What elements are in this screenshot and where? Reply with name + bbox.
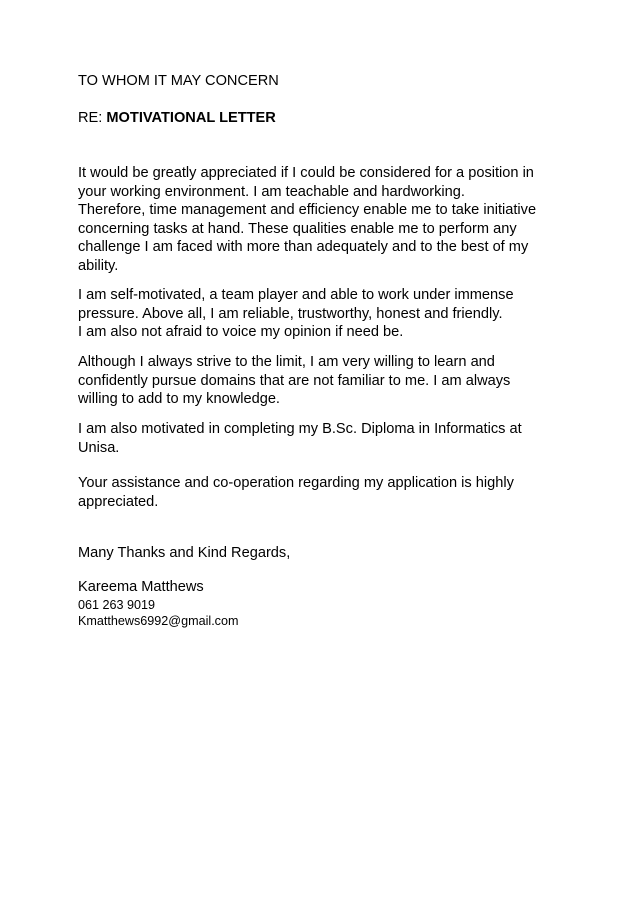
closing: Many Thanks and Kind Regards, [78, 545, 291, 561]
paragraph-line: I am also motivated in completing my B.Sc. Diploma in Informatics at [78, 421, 522, 437]
re-line [78, 109, 276, 128]
paragraph-4 [78, 420, 522, 457]
re-subject: MOTIVATIONAL LETTER [106, 110, 276, 126]
signer-name: Kareema Matthews [78, 579, 204, 595]
paragraph-line: Your assistance and co-operation regarding my application is highly [78, 475, 514, 491]
paragraph-line: It would be greatly appreciated if I could be considered for a position in [78, 165, 534, 181]
paragraph-line: Although I always strive to the limit, I am very willing to learn and [78, 354, 495, 370]
paragraph-line: challenge I am faced with more than adequately and to the best of my [78, 239, 529, 256]
paragraph-line: appreciated. [78, 493, 159, 510]
paragraph-2 [78, 286, 514, 342]
paragraph-line: I am self-motivated, a team player and able to work under immense [78, 287, 514, 303]
paragraph-line: Unisa. [78, 439, 120, 456]
paragraph-3 [78, 353, 510, 409]
phone-number: 061 263 9019 [78, 598, 156, 612]
email-address: Kmatthews6992@gmail.com [78, 614, 239, 628]
re-prefix: RE: [78, 110, 103, 126]
paragraph-1 [78, 164, 536, 276]
paragraph-line: pressure. Above all, I am reliable, trustworthy, honest and friendly. [78, 305, 503, 322]
paragraph-line: willing to add to my knowledge. [78, 391, 280, 408]
paragraph-line: Therefore, time management and efficiency enable me to take initiative [78, 202, 537, 219]
paragraph-line: your working environment. I am teachable and hardworking. [78, 183, 465, 200]
salutation: TO WHOM IT MAY CONCERN [78, 73, 279, 89]
paragraph-line: concerning tasks at hand. These qualities enable me to perform any [78, 220, 517, 237]
paragraph-5 [78, 474, 514, 511]
paragraph-line: ability. [78, 257, 119, 274]
paragraph-line: confidently pursue domains that are not familiar to me. I am always [78, 372, 511, 389]
paragraph-line: I am also not afraid to voice my opinion if need be. [78, 324, 404, 341]
